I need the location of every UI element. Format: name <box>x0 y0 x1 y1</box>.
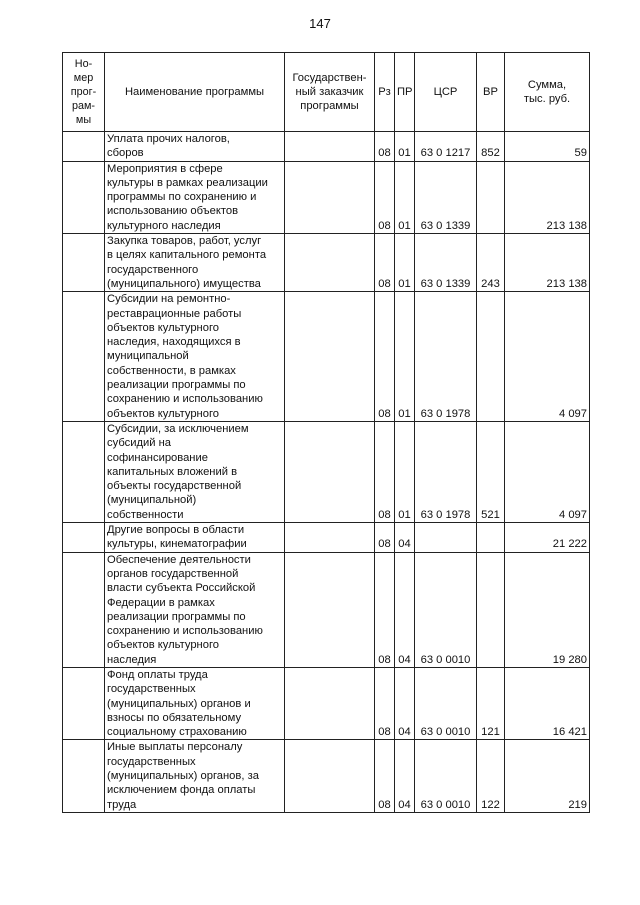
cell-rz: 08 <box>375 421 395 522</box>
cell-pr: 01 <box>395 421 415 522</box>
name-line: исключением фонда оплаты <box>107 784 256 797</box>
cell-csr: 63 0 0010 <box>415 552 477 667</box>
header-sum <box>505 53 590 132</box>
cell-pr: 04 <box>395 740 415 812</box>
cell-pr: 01 <box>395 161 415 233</box>
cell-sum: 16 421 <box>505 667 590 739</box>
cell-rz: 08 <box>375 234 395 292</box>
name-line: софинансирование <box>107 451 208 464</box>
cell-program-name <box>105 421 285 522</box>
cell-vr <box>477 161 505 233</box>
cell-vr <box>477 523 505 553</box>
header-num-line: рам- <box>71 100 96 112</box>
name-line: наследия, находящихся в <box>107 336 241 349</box>
cell-program-number <box>63 161 105 233</box>
name-line: органов государственной <box>107 567 239 580</box>
name-line: субсидий на <box>107 437 171 450</box>
name-line: Мероприятия в сфере <box>107 162 223 175</box>
cell-csr: 63 0 1978 <box>415 421 477 522</box>
name-line: объектов культурного <box>107 639 220 652</box>
name-line: реализации программы по <box>107 610 246 623</box>
cell-pr: 01 <box>395 234 415 292</box>
name-line: Фонд оплаты труда <box>107 668 208 681</box>
name-line: капитальных вложений в <box>107 465 238 478</box>
name-line: культуры в рамках реализации <box>107 176 268 189</box>
table-header-row <box>63 53 590 132</box>
cell-vr: 122 <box>477 740 505 812</box>
name-line: государственного <box>107 263 199 276</box>
cell-vr <box>477 552 505 667</box>
cell-program-number <box>63 740 105 812</box>
cell-csr: 63 0 1217 <box>415 132 477 162</box>
cell-customer <box>285 132 375 162</box>
name-line: государственных <box>107 683 196 696</box>
name-line: в целях капитального ремонта <box>107 249 267 262</box>
cell-program-name <box>105 292 285 422</box>
table-row <box>63 161 590 233</box>
cell-customer <box>285 292 375 422</box>
name-line: Субсидии, за исключением <box>107 422 249 435</box>
header-program-number <box>63 53 105 132</box>
name-line: наследия <box>107 653 157 666</box>
cell-csr: 63 0 1978 <box>415 292 477 422</box>
cell-program-number <box>63 552 105 667</box>
cell-csr: 63 0 1339 <box>415 161 477 233</box>
header-customer <box>285 53 375 132</box>
cell-rz: 08 <box>375 552 395 667</box>
name-line: (муниципальных) органов, за <box>107 770 259 783</box>
name-line: Федерации в рамках <box>107 596 215 609</box>
name-line: Закупка товаров, работ, услуг <box>107 235 262 248</box>
name-line: культурного наследия <box>107 219 221 232</box>
name-line: культуры, кинематографии <box>107 538 247 551</box>
cell-sum: 19 280 <box>505 552 590 667</box>
cell-sum: 21 222 <box>505 523 590 553</box>
cell-csr: 63 0 1339 <box>415 234 477 292</box>
table-body <box>63 132 590 813</box>
table-row <box>63 132 590 162</box>
header-csr: ЦСР <box>415 53 477 132</box>
name-line: Субсидии на ремонтно- <box>107 293 231 306</box>
name-line: власти субъекта Российской <box>107 582 256 595</box>
name-line: труда <box>107 798 137 811</box>
name-line: государственных <box>107 755 196 768</box>
header-rz: Рз <box>375 53 395 132</box>
cell-customer <box>285 234 375 292</box>
cell-program-number <box>63 234 105 292</box>
cell-program-number <box>63 292 105 422</box>
cell-customer <box>285 552 375 667</box>
name-line: реставрационные работы <box>107 307 242 320</box>
cell-program-name <box>105 667 285 739</box>
header-num-line: Но- <box>74 58 93 70</box>
header-sum-line: Сумма, <box>527 79 567 91</box>
name-line: сборов <box>107 147 144 160</box>
cell-sum: 213 138 <box>505 161 590 233</box>
name-line: Иные выплаты персоналу <box>107 741 243 754</box>
name-line: объекты государственной <box>107 480 242 493</box>
cell-pr: 04 <box>395 667 415 739</box>
table-row <box>63 552 590 667</box>
name-line: программы по сохранению и <box>107 191 257 204</box>
cell-program-name <box>105 234 285 292</box>
name-line: собственности, в рамках <box>107 364 236 377</box>
cell-sum: 4 097 <box>505 292 590 422</box>
name-line: сохранению и использованию <box>107 393 263 406</box>
cell-program-number <box>63 421 105 522</box>
cell-sum: 213 138 <box>505 234 590 292</box>
cell-program-number <box>63 523 105 553</box>
table-row <box>63 740 590 812</box>
name-line: сохранению и использованию <box>107 625 263 638</box>
cell-rz: 08 <box>375 132 395 162</box>
cell-customer <box>285 667 375 739</box>
cell-rz: 08 <box>375 740 395 812</box>
cell-rz: 08 <box>375 161 395 233</box>
cell-program-name <box>105 132 285 162</box>
name-line: взносы по обязательному <box>107 711 242 724</box>
name-line: Обеспечение деятельности <box>107 553 251 566</box>
cell-vr <box>477 292 505 422</box>
cell-vr: 121 <box>477 667 505 739</box>
table-row <box>63 523 590 553</box>
cell-rz: 08 <box>375 667 395 739</box>
header-num-line: мы <box>75 114 92 126</box>
name-line: муниципальной <box>107 350 189 363</box>
cell-program-number <box>63 132 105 162</box>
header-num-line: прог- <box>70 86 97 98</box>
cell-rz: 08 <box>375 292 395 422</box>
name-line: реализации программы по <box>107 379 246 392</box>
cell-csr <box>415 523 477 553</box>
name-line: Уплата прочих налогов, <box>107 133 230 145</box>
cell-csr: 63 0 0010 <box>415 667 477 739</box>
cell-pr: 01 <box>395 132 415 162</box>
header-program-name: Наименование программы <box>105 53 285 132</box>
cell-program-name <box>105 552 285 667</box>
header-customer-line: программы <box>300 100 359 112</box>
cell-customer <box>285 421 375 522</box>
cell-sum: 219 <box>505 740 590 812</box>
cell-customer <box>285 161 375 233</box>
name-line: (муниципальных) органов и <box>107 697 251 710</box>
page-number: 147 <box>309 16 331 31</box>
table-row <box>63 421 590 522</box>
name-line: (муниципального) имущества <box>107 277 261 290</box>
name-line: Другие вопросы в области <box>107 524 245 537</box>
name-line: социальному страхованию <box>107 726 247 739</box>
cell-sum: 4 097 <box>505 421 590 522</box>
cell-sum: 59 <box>505 132 590 162</box>
cell-program-name <box>105 161 285 233</box>
cell-vr: 521 <box>477 421 505 522</box>
cell-program-name <box>105 523 285 553</box>
cell-pr: 04 <box>395 552 415 667</box>
header-vr: ВР <box>477 53 505 132</box>
cell-csr: 63 0 0010 <box>415 740 477 812</box>
header-customer-line: ный заказчик <box>295 86 364 98</box>
header-sum-line: тыс. руб. <box>523 93 571 105</box>
name-line: (муниципальной) <box>107 494 197 507</box>
cell-customer <box>285 523 375 553</box>
name-line: собственности <box>107 508 184 521</box>
table-row <box>63 292 590 422</box>
name-line: объектов культурного <box>107 407 220 420</box>
cell-vr: 852 <box>477 132 505 162</box>
cell-program-name <box>105 740 285 812</box>
cell-customer <box>285 740 375 812</box>
cell-pr: 04 <box>395 523 415 553</box>
cell-program-number <box>63 667 105 739</box>
header-num-line: мер <box>73 72 94 84</box>
cell-rz: 08 <box>375 523 395 553</box>
cell-vr: 243 <box>477 234 505 292</box>
header-pr: ПР <box>395 53 415 132</box>
table-row <box>63 667 590 739</box>
cell-pr: 01 <box>395 292 415 422</box>
table-row <box>63 234 590 292</box>
budget-table <box>62 52 590 813</box>
name-line: объектов культурного <box>107 321 220 334</box>
name-line: использованию объектов <box>107 205 239 218</box>
header-customer-line: Государствен- <box>292 72 367 84</box>
